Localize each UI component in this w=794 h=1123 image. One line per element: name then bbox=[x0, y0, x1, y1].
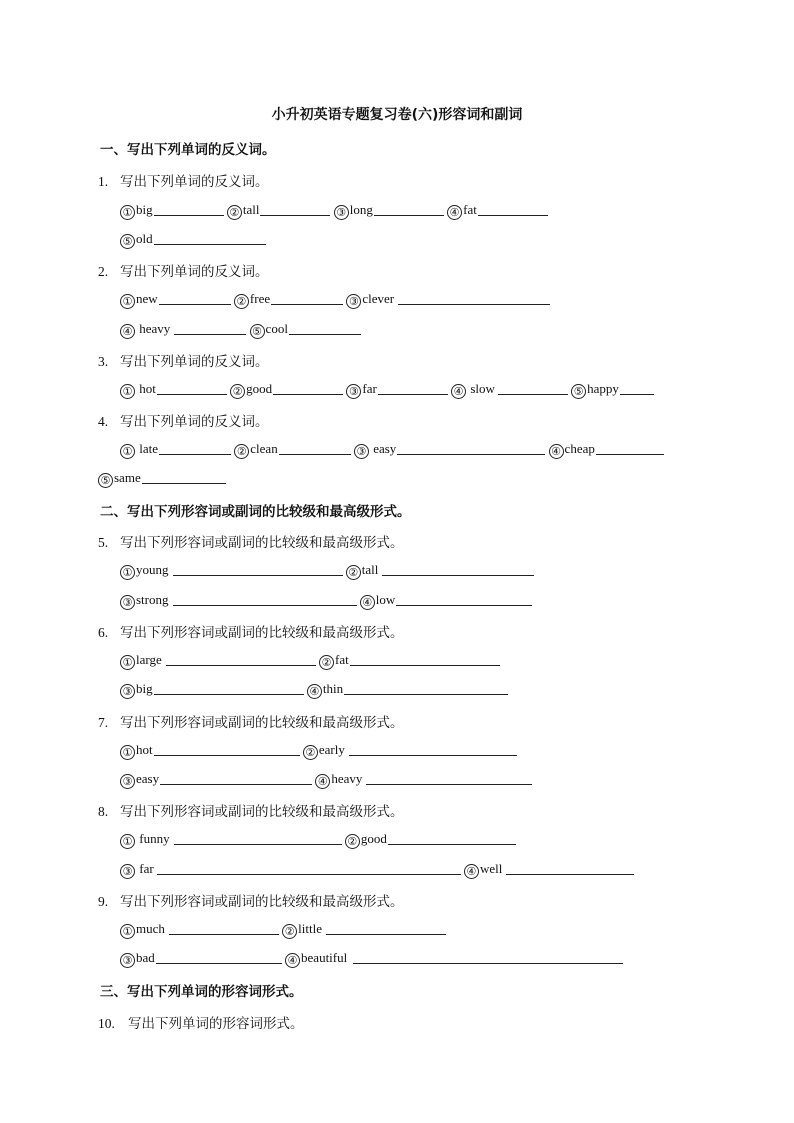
item-word: free bbox=[249, 291, 271, 306]
list-item bbox=[360, 592, 533, 610]
item-marker: ④ bbox=[464, 864, 479, 879]
list-item bbox=[120, 381, 227, 399]
answer-row bbox=[120, 950, 623, 968]
item-word: well bbox=[479, 861, 503, 876]
item-word: heavy bbox=[136, 321, 171, 336]
answer-blank[interactable] bbox=[398, 292, 550, 305]
answer-blank[interactable] bbox=[156, 951, 282, 964]
answer-blank[interactable] bbox=[166, 653, 316, 666]
item-word: little bbox=[298, 921, 322, 936]
question-prompt: 写出下列单词的反义词。 bbox=[120, 354, 269, 370]
list-item bbox=[354, 441, 545, 459]
answer-blank[interactable] bbox=[160, 772, 312, 785]
list-item bbox=[120, 231, 266, 249]
item-word: old bbox=[136, 231, 153, 246]
list-item bbox=[120, 592, 357, 610]
answer-blank[interactable] bbox=[498, 382, 568, 395]
list-item bbox=[98, 470, 226, 488]
item-word: late bbox=[136, 441, 159, 456]
answer-row bbox=[120, 861, 634, 879]
item-word: long bbox=[349, 202, 373, 217]
list-item bbox=[120, 652, 316, 670]
item-word: cool bbox=[265, 321, 288, 336]
question-6 bbox=[98, 621, 404, 641]
item-marker: ① bbox=[120, 384, 135, 399]
list-item bbox=[120, 562, 343, 580]
list-item bbox=[319, 652, 500, 670]
item-marker: ③ bbox=[120, 774, 135, 789]
question-5 bbox=[98, 531, 404, 551]
answer-blank[interactable] bbox=[366, 772, 532, 785]
list-item bbox=[346, 562, 535, 580]
list-item bbox=[307, 681, 508, 699]
answer-row bbox=[120, 592, 532, 610]
answer-blank[interactable] bbox=[344, 682, 508, 695]
question-number: 8. bbox=[98, 804, 109, 819]
item-marker: ⑤ bbox=[571, 384, 586, 399]
answer-blank[interactable] bbox=[260, 203, 330, 216]
question-2 bbox=[98, 260, 269, 280]
question-number: 1. bbox=[98, 174, 109, 189]
list-item bbox=[250, 321, 361, 339]
item-marker: ③ bbox=[346, 384, 361, 399]
item-word: low bbox=[375, 592, 396, 607]
item-word: strong bbox=[136, 592, 169, 607]
item-word: easy bbox=[136, 771, 160, 786]
answer-blank[interactable] bbox=[353, 951, 623, 964]
item-word: clever bbox=[362, 291, 395, 306]
answer-blank[interactable] bbox=[159, 292, 231, 305]
answer-blank[interactable] bbox=[349, 743, 517, 756]
item-word: large bbox=[136, 652, 162, 667]
item-marker: ① bbox=[120, 565, 135, 580]
answer-blank[interactable] bbox=[506, 862, 634, 875]
question-number: 6. bbox=[98, 625, 109, 640]
item-marker: ④ bbox=[307, 684, 322, 699]
question-prompt: 写出下列形容词或副词的比较级和最高级形式。 bbox=[120, 625, 404, 641]
answer-blank[interactable] bbox=[279, 442, 351, 455]
list-item bbox=[315, 771, 532, 789]
item-marker: ④ bbox=[447, 205, 462, 220]
list-item bbox=[120, 950, 282, 968]
question-number: 3. bbox=[98, 354, 109, 369]
answer-blank[interactable] bbox=[396, 593, 532, 606]
item-marker: ③ bbox=[120, 595, 135, 610]
list-item bbox=[464, 861, 634, 879]
item-marker: ① bbox=[120, 205, 135, 220]
answer-row bbox=[120, 681, 508, 699]
answer-blank[interactable] bbox=[397, 442, 545, 455]
answer-blank[interactable] bbox=[154, 232, 266, 245]
item-word: hot bbox=[136, 381, 156, 396]
answer-blank[interactable] bbox=[174, 832, 342, 845]
item-word: thin bbox=[322, 681, 344, 696]
item-word: big bbox=[136, 202, 153, 217]
question-number: 7. bbox=[98, 715, 109, 730]
item-word: hot bbox=[136, 742, 153, 757]
answer-row bbox=[120, 321, 361, 339]
item-marker: ② bbox=[303, 745, 318, 760]
answer-row bbox=[120, 231, 266, 249]
list-item bbox=[285, 950, 623, 968]
answer-row bbox=[120, 562, 534, 580]
item-marker: ① bbox=[120, 745, 135, 760]
answer-row bbox=[120, 441, 664, 459]
answer-blank[interactable] bbox=[154, 743, 300, 756]
answer-row bbox=[120, 771, 532, 789]
item-marker: ③ bbox=[334, 205, 349, 220]
item-marker: ② bbox=[282, 924, 297, 939]
question-7 bbox=[98, 711, 404, 731]
question-prompt: 写出下列单词的反义词。 bbox=[120, 414, 269, 430]
item-marker: ② bbox=[319, 655, 334, 670]
list-item bbox=[120, 861, 461, 879]
section-heading-3: 三、写出下列单词的形容词形式。 bbox=[100, 984, 303, 1000]
item-marker: ① bbox=[120, 655, 135, 670]
list-item bbox=[282, 921, 446, 939]
answer-blank[interactable] bbox=[142, 471, 226, 484]
question-number: 5. bbox=[98, 535, 109, 550]
question-3 bbox=[98, 350, 269, 370]
list-item bbox=[346, 381, 447, 399]
item-word: heavy bbox=[331, 771, 363, 786]
answer-blank[interactable] bbox=[326, 922, 446, 935]
list-item bbox=[120, 681, 304, 699]
answer-blank[interactable] bbox=[173, 563, 343, 576]
answer-blank[interactable] bbox=[154, 203, 224, 216]
question-prompt: 写出下列单词的反义词。 bbox=[120, 264, 269, 280]
item-word: funny bbox=[136, 831, 170, 846]
list-item bbox=[234, 441, 350, 459]
answer-blank[interactable] bbox=[174, 322, 246, 335]
item-marker: ④ bbox=[285, 953, 300, 968]
answer-blank[interactable] bbox=[169, 922, 279, 935]
item-marker: ② bbox=[346, 565, 361, 580]
item-marker: ① bbox=[120, 444, 135, 459]
item-marker: ⑤ bbox=[250, 324, 265, 339]
item-marker: ① bbox=[120, 924, 135, 939]
item-marker: ④ bbox=[549, 444, 564, 459]
answer-blank[interactable] bbox=[173, 593, 357, 606]
section-heading-1: 一、写出下列单词的反义词。 bbox=[100, 142, 276, 158]
question-prompt: 写出下列形容词或副词的比较级和最高级形式。 bbox=[120, 715, 404, 731]
item-marker: ③ bbox=[120, 684, 135, 699]
question-number: 9. bbox=[98, 894, 109, 909]
question-prompt: 写出下列单词的形容词形式。 bbox=[128, 1016, 304, 1032]
question-8 bbox=[98, 800, 404, 820]
item-word: slow bbox=[467, 381, 495, 396]
answer-row bbox=[120, 202, 548, 220]
page-title: 小升初英语专题复习卷(六)形容词和副词 bbox=[271, 107, 523, 123]
list-item bbox=[451, 381, 568, 399]
answer-blank[interactable] bbox=[382, 563, 534, 576]
item-word: young bbox=[136, 562, 169, 577]
question-4 bbox=[98, 410, 269, 430]
list-item bbox=[303, 742, 517, 760]
list-item bbox=[120, 202, 224, 220]
answer-blank[interactable] bbox=[157, 862, 461, 875]
list-item bbox=[120, 771, 312, 789]
item-word: fat bbox=[335, 652, 349, 667]
list-item bbox=[120, 291, 231, 309]
item-marker: ② bbox=[234, 444, 249, 459]
item-marker: ② bbox=[345, 834, 360, 849]
item-word: good bbox=[360, 831, 387, 846]
item-word: good bbox=[246, 381, 273, 396]
item-word: beautiful bbox=[301, 950, 348, 965]
list-item bbox=[571, 381, 654, 399]
answer-blank[interactable] bbox=[350, 653, 500, 666]
item-word: early bbox=[318, 742, 345, 757]
question-number: 2. bbox=[98, 264, 109, 279]
item-marker: ④ bbox=[451, 384, 466, 399]
item-marker: ① bbox=[120, 294, 135, 309]
list-item bbox=[120, 321, 246, 339]
item-marker: ② bbox=[234, 294, 249, 309]
item-marker: ③ bbox=[120, 953, 135, 968]
list-item bbox=[120, 742, 300, 760]
question-prompt: 写出下列形容词或副词的比较级和最高级形式。 bbox=[120, 535, 404, 551]
question-prompt: 写出下列形容词或副词的比较级和最高级形式。 bbox=[120, 894, 404, 910]
answer-row bbox=[120, 652, 500, 670]
answer-row bbox=[98, 470, 226, 488]
answer-blank[interactable] bbox=[273, 382, 343, 395]
list-item bbox=[120, 921, 279, 939]
list-item bbox=[227, 202, 331, 220]
answer-blank[interactable] bbox=[154, 682, 304, 695]
item-marker: ④ bbox=[120, 324, 135, 339]
question-9 bbox=[98, 890, 404, 910]
list-item bbox=[234, 291, 343, 309]
question-1 bbox=[98, 170, 269, 190]
list-item bbox=[120, 441, 231, 459]
item-word: clean bbox=[250, 441, 278, 456]
answer-row bbox=[120, 921, 446, 939]
list-item bbox=[345, 831, 516, 849]
item-marker: ④ bbox=[315, 774, 330, 789]
item-word: new bbox=[136, 291, 158, 306]
item-marker: ④ bbox=[360, 595, 375, 610]
item-marker: ⑤ bbox=[98, 473, 113, 488]
item-word: far bbox=[136, 861, 154, 876]
answer-blank[interactable] bbox=[378, 382, 448, 395]
item-marker: ③ bbox=[346, 294, 361, 309]
item-word: tall bbox=[242, 202, 260, 217]
list-item bbox=[120, 831, 342, 849]
answer-blank[interactable] bbox=[157, 382, 227, 395]
list-item bbox=[334, 202, 444, 220]
item-word: much bbox=[136, 921, 165, 936]
item-marker: ① bbox=[120, 834, 135, 849]
item-word: fat bbox=[463, 202, 477, 217]
item-marker: ③ bbox=[354, 444, 369, 459]
question-prompt: 写出下列形容词或副词的比较级和最高级形式。 bbox=[120, 804, 404, 820]
answer-row bbox=[120, 291, 550, 309]
list-item bbox=[230, 381, 343, 399]
item-marker: ⑤ bbox=[120, 234, 135, 249]
item-marker: ② bbox=[230, 384, 245, 399]
answer-row bbox=[120, 831, 516, 849]
answer-blank[interactable] bbox=[620, 382, 654, 395]
item-word: same bbox=[114, 470, 141, 485]
question-number: 10. bbox=[98, 1016, 115, 1031]
item-word: bad bbox=[136, 950, 155, 965]
item-word: tall bbox=[361, 562, 379, 577]
question-prompt: 写出下列单词的反义词。 bbox=[120, 174, 269, 190]
question-number: 4. bbox=[98, 414, 109, 429]
list-item bbox=[346, 291, 550, 309]
answer-row bbox=[120, 742, 517, 760]
answer-blank[interactable] bbox=[289, 322, 361, 335]
answer-blank[interactable] bbox=[478, 203, 548, 216]
answer-row bbox=[120, 381, 654, 399]
item-word: big bbox=[136, 681, 153, 696]
answer-blank[interactable] bbox=[374, 203, 444, 216]
answer-blank[interactable] bbox=[271, 292, 343, 305]
item-word: cheap bbox=[564, 441, 595, 456]
question-10 bbox=[98, 1012, 304, 1032]
item-marker: ③ bbox=[120, 864, 135, 879]
item-word: far bbox=[362, 381, 377, 396]
item-word: easy bbox=[369, 441, 397, 456]
item-word: happy bbox=[587, 381, 619, 396]
answer-blank[interactable] bbox=[159, 442, 231, 455]
list-item bbox=[447, 202, 548, 220]
section-heading-2: 二、写出下列形容词或副词的比较级和最高级形式。 bbox=[100, 504, 411, 520]
answer-blank[interactable] bbox=[596, 442, 664, 455]
item-marker: ② bbox=[227, 205, 242, 220]
list-item bbox=[549, 441, 664, 459]
answer-blank[interactable] bbox=[388, 832, 516, 845]
